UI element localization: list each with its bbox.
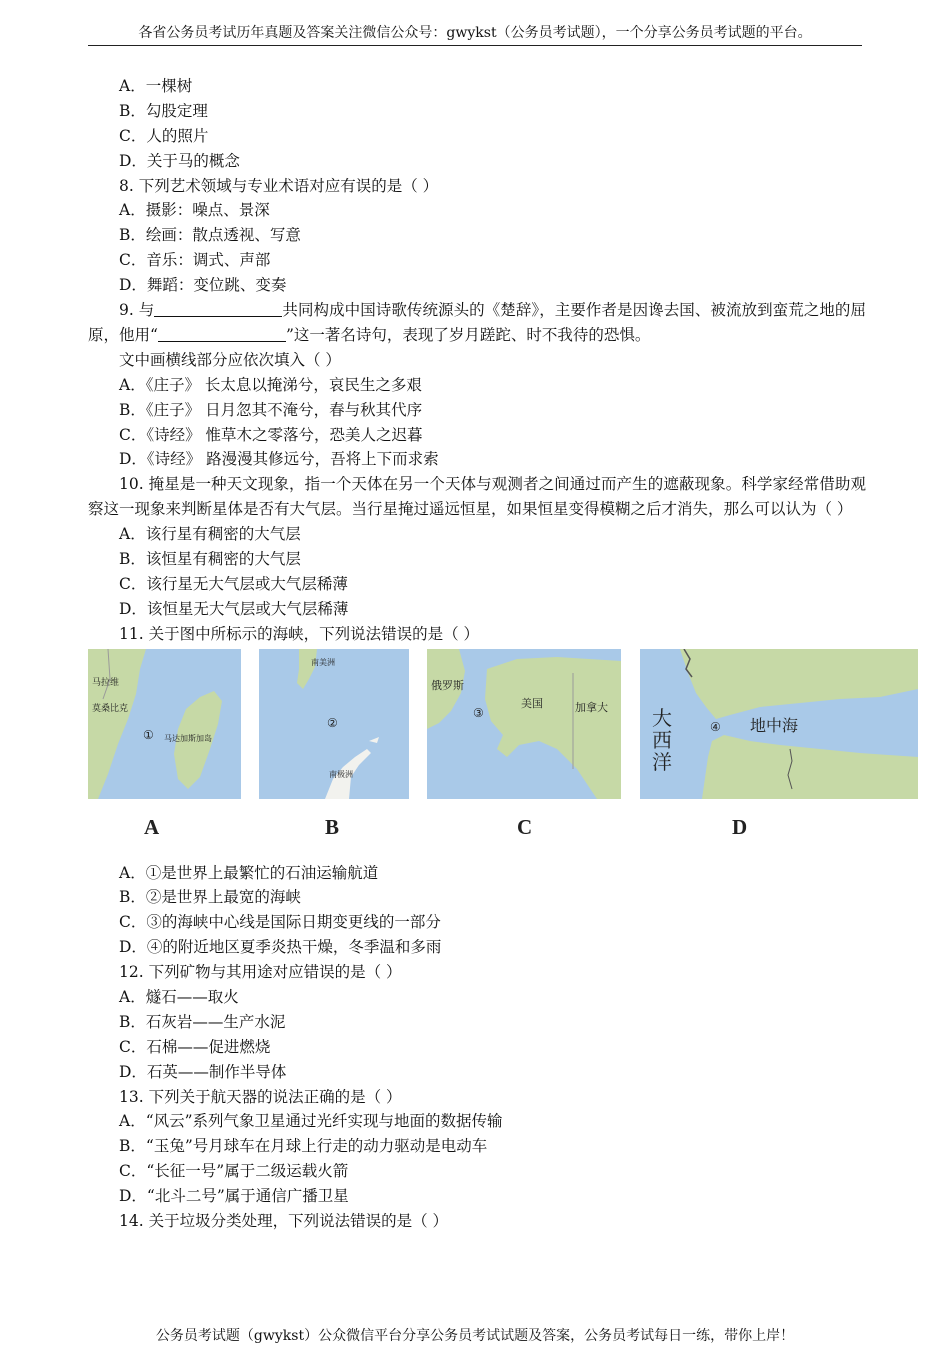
q9-mid: 共同构成中国诗歌传统源头的《楚辞》，主要作者是因谗去国、被流放到蛮荒之地的屈原，他用“ (88, 301, 866, 344)
q8-option-a: A．摄影：噪点、景深 (119, 201, 270, 220)
map-label-d: D (732, 814, 748, 839)
q9-suffix: ”这一著名诗句，表现了岁月蹉跎、时不我待的恐惧。 (285, 325, 651, 344)
map-b-text-south-america: 南美洲 (311, 657, 335, 667)
q11-option-b: B．②是世界上最宽的海峡 (119, 888, 301, 907)
q9-stem (88, 298, 866, 348)
map-a-text-mozambique: 莫桑比克 (92, 703, 129, 714)
map-d-text-atlantic-1: 大 (652, 705, 672, 730)
q10-option-b: B．该恒星有稠密的大气层 (119, 549, 301, 568)
map-a-text-malawi: 马拉维 (92, 677, 120, 688)
q10-option-a: A．该行星有稠密的大气层 (119, 525, 301, 544)
q9-blank-1 (154, 301, 282, 317)
q11-option-a: A．①是世界上最繁忙的石油运输航道 (119, 863, 379, 882)
q12-stem: 12. 下列矿物与其用途对应错误的是（ ） (119, 963, 402, 982)
q11-stem: 11. 关于图中所标示的海峡，下列说法错误的是（ ） (119, 624, 480, 643)
strait-maps (88, 649, 866, 855)
map-c-text-usa: 美国 (521, 696, 543, 710)
q10-option-d: D．该恒星无大气层或大气层稀薄 (119, 599, 349, 618)
q8-option-b: B．绘画：散点透视、写意 (119, 226, 301, 245)
map-label-c: C (517, 814, 533, 839)
q8-option-c: C．音乐：调式、声部 (119, 251, 271, 270)
map-a-text-madagascar: 马达加斯加岛 (164, 733, 212, 743)
q7-option-d: D．关于马的概念 (119, 151, 240, 170)
map-d-gibraltar-strait (640, 649, 918, 799)
q13-option-d: D．“北斗二号”属于通信广播卫星 (119, 1187, 349, 1206)
map-c-text-canada: 加拿大 (575, 700, 608, 714)
q9-option-b: B．《庄子》 日月忽其不淹兮，春与秋其代序 (119, 400, 423, 419)
q10-option-c: C．该行星无大气层或大气层稀薄 (119, 574, 348, 593)
q12-option-b: B．石灰岩——生产水泥 (119, 1012, 286, 1031)
q13-option-c: C．“长征一号”属于二级运载火箭 (119, 1162, 349, 1181)
q9-instruction: 文中画横线部分应依次填入（ ） (119, 350, 341, 369)
map-b-text-antarctica: 南极洲 (329, 769, 353, 779)
map-label-b: B (325, 814, 340, 839)
q11-option-d: D．④的附近地区夏季炎热干燥，冬季温和多雨 (119, 938, 442, 957)
map-d-text-atlantic-3: 洋 (652, 749, 672, 774)
q13-option-b: B．“玉兔”号月球车在月球上行走的动力驱动是电动车 (119, 1137, 488, 1156)
q14-stem: 14. 关于垃圾分类处理，下列说法错误的是（ ） (119, 1212, 449, 1231)
q12-option-a: A．燧石——取火 (119, 988, 239, 1006)
q10-stem: 10. 掩星是一种天文现象，指一个天体在另一个天体与观测者之间通过而产生的遮蔽现象。科学家经常借助观察这一现象来判断星体是否有大气层。当行星掩过遥远恒星，如果恒星变得模糊之后才消失，那么可以认为（ ） (88, 475, 866, 519)
page-header: 各省公务员考试历年真题及答案关注微信公众号：gwykst（公务员考试题），一个分享公务员考试题的平台。 (88, 24, 862, 46)
map-d-text-mediterranean: 地中海 (750, 715, 799, 735)
q7-option-c: C．人的照片 (119, 126, 209, 145)
document-body (88, 74, 866, 1234)
q9-blank-2 (158, 326, 286, 342)
map-b-drake-passage (259, 649, 409, 799)
map-b-marker-2: ② (327, 715, 338, 730)
map-label-a: A (144, 814, 160, 839)
map-a-marker-1: ① (143, 727, 154, 742)
q9-option-d: D．《诗经》 路漫漫其修远兮，吾将上下而求索 (119, 450, 439, 469)
q8-option-d: D．舞蹈：变位跳、变奏 (119, 276, 287, 295)
map-c-marker-3: ③ (473, 705, 484, 720)
map-a-mozambique-channel (88, 649, 241, 799)
q9-option-c: C．《诗经》 惟草木之零落兮，恐美人之迟暮 (119, 425, 423, 444)
q12-option-c: C．石棉——促进燃烧 (119, 1037, 271, 1056)
map-d-marker-4: ④ (710, 719, 721, 734)
map-d-text-atlantic-2: 西 (652, 727, 672, 752)
q7-option-b: B．勾股定理 (119, 101, 208, 120)
q9-prefix: 9. 与 (119, 301, 155, 320)
q12-option-d: D．石英——制作半导体 (119, 1062, 287, 1081)
q8-stem: 8. 下列艺术领域与专业术语对应有误的是（ ） (119, 176, 439, 195)
q9-option-a: A．《庄子》 长太息以掩涕兮，哀民生之多艰 (119, 375, 422, 394)
q7-option-a: A．一棵树 (119, 77, 193, 95)
map-c-text-russia: 俄罗斯 (431, 678, 464, 692)
map-c-bering-strait (427, 649, 621, 799)
q13-stem: 13. 下列关于航天器的说法正确的是（ ） (119, 1087, 402, 1106)
page-footer: 公务员考试题（gwykst）公众微信平台分享公务员考试试题及答案，公务员考试每日一练，带你上岸！ (155, 1328, 795, 1344)
q11-option-c: C．③的海峡中心线是国际日期变更线的一部分 (119, 913, 441, 932)
q13-option-a: A．“风云”系列气象卫星通过光纤实现与地面的数据传输 (119, 1112, 503, 1131)
